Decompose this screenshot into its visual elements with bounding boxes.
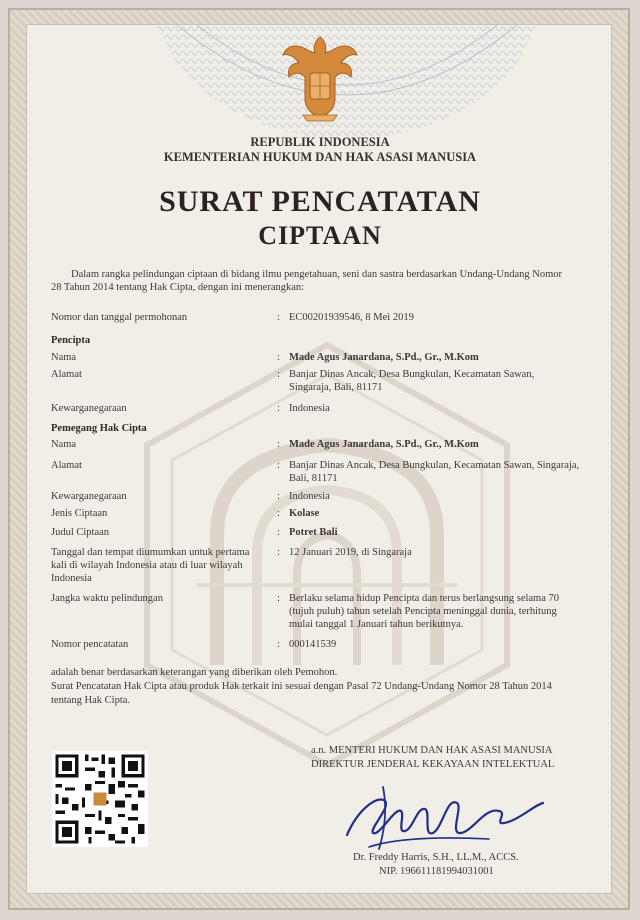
holder-address-line-1: Banjar Dinas Ancak, Desa Bungkulan, Kecamatan Sawan, Singaraja, [289,460,580,471]
creator-heading: Pencipta [51,335,91,346]
signature-on-behalf: a.n. MENTERI HUKUM DAN HAK ASASI MANUSIA [311,745,553,756]
application-label: Nomor dan tanggal permohonan [51,312,188,323]
closing-line-2: Surat Pencatatan Hak Cipta atau produk Hak terkait ini sesuai dengan Pasal 72 Undang-Undang Nomor 28 Tahun 2014 [51,681,552,692]
record-number: 000141539 [289,639,337,650]
certificate-paper [26,24,612,894]
colon: : [277,352,280,363]
announce-label-line-2: kali di wilayah Indonesia atau di luar wilayah [51,560,243,571]
creator-address-label: Alamat [51,369,82,380]
colon: : [277,369,280,380]
holder-name-label: Nama [51,439,77,450]
page-title-sub: CIPTAAN [258,221,382,250]
qr-code-icon [52,751,148,847]
work-type-label: Jenis Ciptaan [51,508,108,519]
colon: : [277,312,280,323]
colon: : [277,460,280,471]
closing-line-3: tentang Hak Cipta. [51,695,131,706]
application-value: EC00201939546, 8 Mei 2019 [289,312,414,323]
holder-address-label: Alamat [51,460,82,471]
work-title-label: Judul Ciptaan [51,527,110,538]
signatory-name: Dr. Freddy Harris, S.H., LL.M., ACCS. [353,852,519,863]
header-ministry: KEMENTERIAN HUKUM DAN HAK ASASI MANUSIA [163,150,477,164]
closing-line-1: adalah benar berdasarkan keterangan yang diberikan oleh Pemohon. [51,667,338,678]
announce-label-line-1: Tanggal dan tempat diumumkan untuk pertama [51,547,250,558]
colon: : [277,491,280,502]
protection-line-2: (tujuh puluh) tahun setelah Pencipta meninggal dunia, terhitung [289,606,557,617]
creator-address-line-2: Singaraja, Bali, 81171 [289,382,383,393]
garuda-emblem-icon [279,29,361,125]
work-title: Potret Bali [289,527,338,538]
signature-position: DIREKTUR JENDERAL KEKAYAAN INTELEKTUAL [311,759,555,770]
holder-citizenship: Indonesia [289,491,330,502]
colon: : [277,403,280,414]
protection-line-3: mulai tanggal 1 Januari tahun berikutnya. [289,619,464,630]
creator-name: Made Agus Janardana, S.Pd., Gr., M.Kom [289,352,479,363]
colon: : [277,527,280,538]
holder-heading: Pemegang Hak Cipta [51,423,147,434]
intro-line-1: Dalam rangka pelindungan ciptaan di bidang ilmu pengetahuan, seni dan sastra berdasarkan Undang-Undang Nomor [71,269,563,280]
colon: : [277,593,280,604]
page-title: SURAT PENCATATAN [159,185,481,218]
colon: : [277,508,280,519]
intro-line-2: 28 Tahun 2014 tentang Hak Cipta, dengan ini menerangkan: [51,282,305,293]
colon: : [277,547,280,558]
creator-address-line-1: Banjar Dinas Ancak, Desa Bungkulan, Kecamatan Sawan, [289,369,535,380]
creator-citizenship-label: Kewarganegaraan [51,403,127,414]
colon: : [277,439,280,450]
protection-line-1: Berlaku selama hidup Pencipta dan terus berlangsung selama 70 [289,593,560,604]
colon: : [277,639,280,650]
handwritten-signature-icon [339,777,549,857]
holder-address-line-2: Bali, 81171 [289,473,338,484]
work-type: Kolase [289,508,320,519]
header-republic: REPUBLIK INDONESIA [250,135,390,149]
creator-citizenship: Indonesia [289,403,330,414]
signatory-nip: NIP. 196611181994031001 [379,866,494,877]
holder-citizenship-label: Kewarganegaraan [51,491,127,502]
record-label: Nomor pencatatan [51,639,129,650]
protection-label: Jangka waktu pelindungan [51,593,163,604]
holder-name: Made Agus Janardana, S.Pd., Gr., M.Kom [289,439,479,450]
announce-value: 12 Januari 2019, di Singaraja [289,547,412,558]
creator-name-label: Nama [51,352,77,363]
announce-label-line-3: Indonesia [51,573,92,584]
